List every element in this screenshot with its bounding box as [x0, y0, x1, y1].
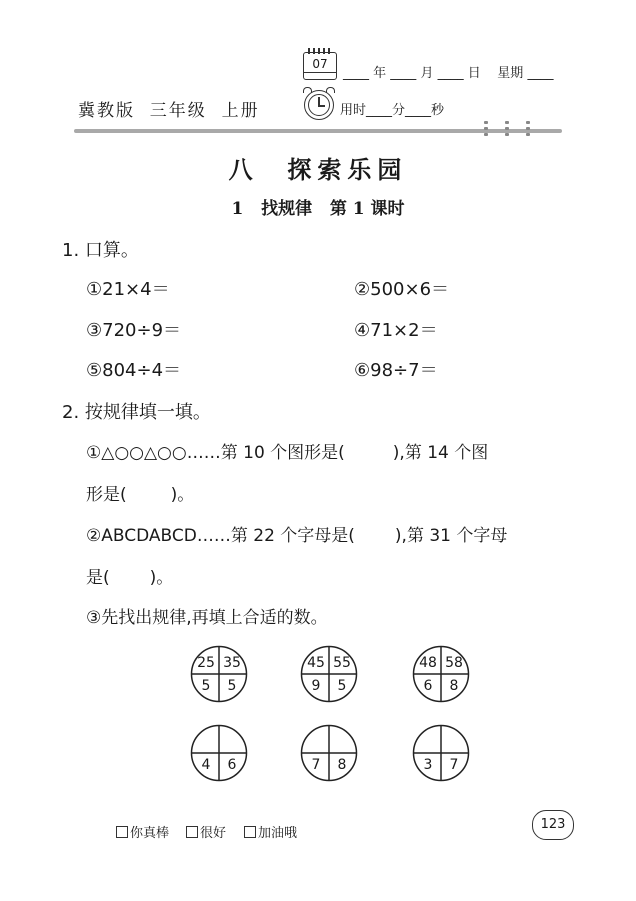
rating-great[interactable]: 你真棒: [116, 822, 169, 841]
wheel-number-br: 8: [337, 757, 347, 773]
number-wheel: [412, 645, 470, 703]
wheel-number-br: 5: [337, 678, 347, 694]
wheel-number-tr: 35: [223, 655, 241, 671]
checkbox-icon[interactable]: [116, 826, 128, 838]
q1-item-3: ③720÷9＝: [86, 320, 182, 341]
q2-part1-line1: ①△○○△○○……第 10 个图形是( ),第 14 个图: [86, 443, 489, 463]
alarm-clock-icon: [304, 90, 334, 120]
rating-keep-going[interactable]: 加油哦: [244, 822, 297, 841]
q2-part2-line1: ②ABCDABCD……第 22 个字母是( ),第 31 个字母: [86, 526, 508, 546]
wheel-number-br: 6: [227, 757, 237, 773]
q2-part3-text: ③先找出规律,再填上合适的数。: [86, 608, 328, 628]
number-wheel: [190, 645, 248, 703]
number-wheel: [190, 724, 248, 782]
wheel-number-tr: 58: [445, 655, 463, 671]
binder-pin: [505, 121, 509, 139]
wheel-number-tl: 48: [419, 655, 437, 671]
calendar-icon: [303, 52, 337, 80]
lesson-title: 1 找规律 第 1 课时: [231, 199, 405, 219]
wheel-number-br: 7: [449, 757, 459, 773]
wheel-number-bl: 6: [423, 678, 433, 694]
wheel-number-bl: 9: [311, 678, 321, 694]
header-divider: [74, 129, 562, 133]
binder-pin: [484, 121, 488, 139]
q1-item-1: ①21×4＝: [86, 279, 170, 300]
wheel-number-bl: 7: [311, 757, 321, 773]
wheel-number-tl: 45: [307, 655, 325, 671]
wheel-number-bl: 3: [423, 757, 433, 773]
number-wheel: [300, 645, 358, 703]
wheel-number-bl: 4: [201, 757, 211, 773]
q1-title: 1. 口算。: [62, 240, 139, 261]
checkbox-icon[interactable]: [244, 826, 256, 838]
q1-item-2: ②500×6＝: [354, 279, 450, 300]
edition-label: 冀教版 三年级 上册: [78, 101, 260, 121]
number-wheel: [300, 724, 358, 782]
q2-part1-line2: 形是( )。: [86, 485, 195, 505]
q1-item-4: ④71×2＝: [354, 320, 438, 341]
page-number: 123: [532, 810, 574, 840]
calendar-day: 07: [304, 57, 336, 73]
wheel-number-br: 5: [227, 678, 237, 694]
rating-good[interactable]: 很好: [186, 822, 226, 841]
wheel-number-tr: 55: [333, 655, 351, 671]
q2-part2-line2: 是( )。: [86, 568, 174, 588]
wheel-number-tl: 25: [197, 655, 215, 671]
wheel-number-bl: 5: [201, 678, 211, 694]
time-fields: 用时____分____秒: [340, 103, 445, 118]
checkbox-icon[interactable]: [186, 826, 198, 838]
binder-pin: [526, 121, 530, 139]
date-fields: ____ 年 ____ 月 ____ 日 星期 ____: [343, 66, 554, 81]
wheel-number-br: 8: [449, 678, 459, 694]
q1-item-6: ⑥98÷7＝: [354, 360, 438, 381]
chapter-title: 八 探索乐园: [228, 156, 408, 184]
q2-title: 2. 按规律填一填。: [62, 402, 211, 423]
q1-item-5: ⑤804÷4＝: [86, 360, 182, 381]
number-wheel: [412, 724, 470, 782]
